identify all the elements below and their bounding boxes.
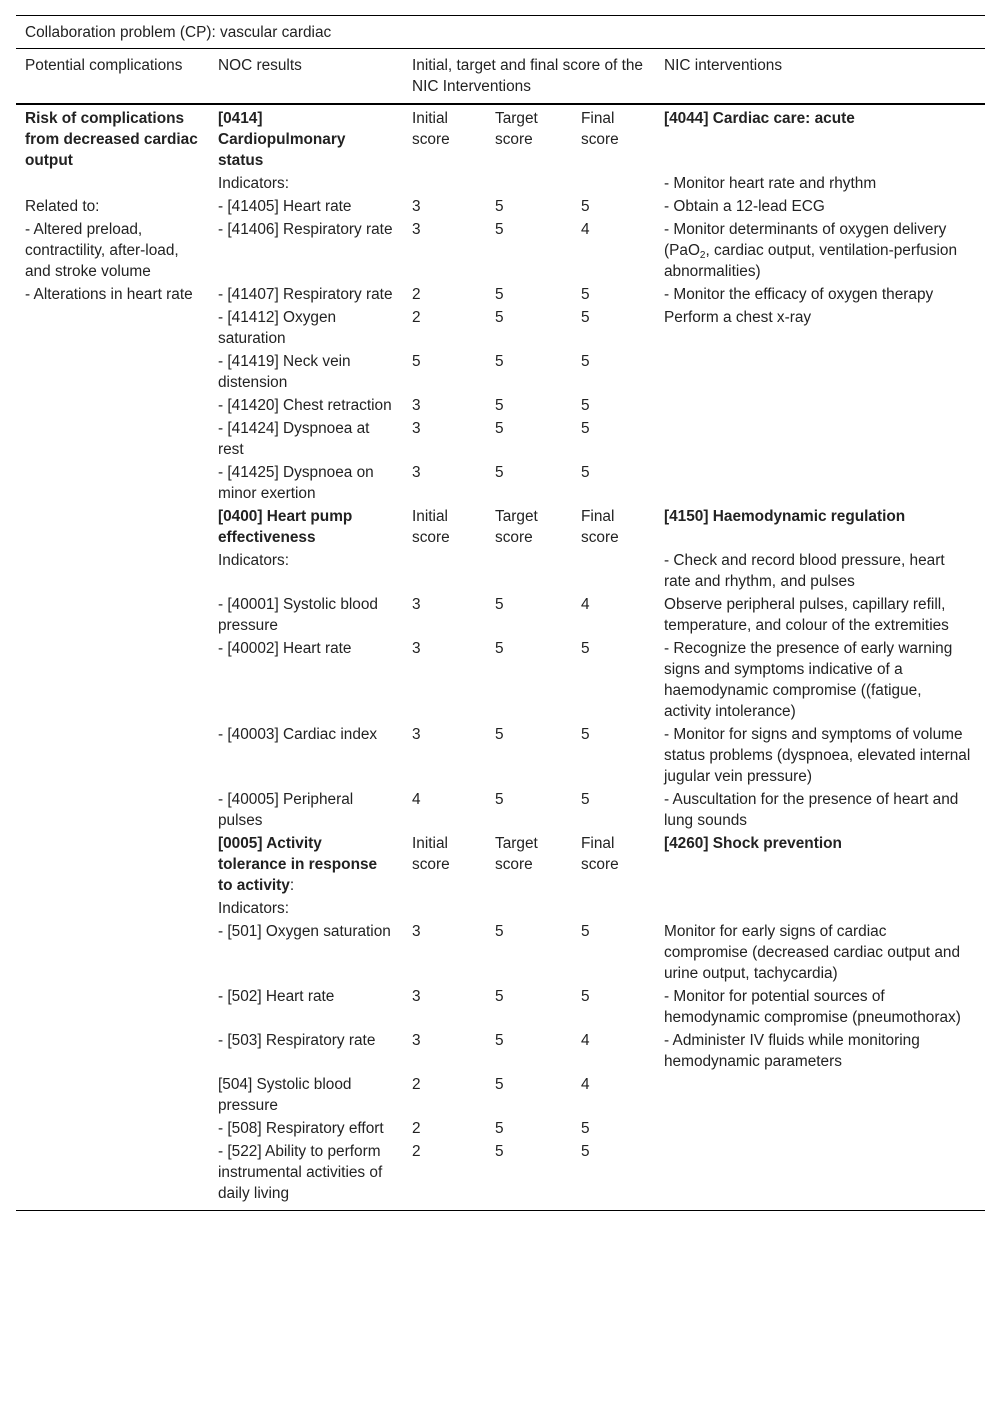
initial-score: 3 — [412, 726, 421, 743]
target-score: 5 — [495, 353, 504, 370]
nic-item: - Monitor the efficacy of oxygen therapy — [664, 286, 934, 303]
table-row — [16, 351, 985, 393]
header-scores: Initial, target and final score of the NIC Interventions — [412, 57, 643, 95]
complication-heading: Risk of complications from decreased cardiac output — [25, 110, 198, 169]
nic-item: - Check and record blood pressure, heart rate and rhythm, and pulses — [664, 552, 945, 590]
indicator: - [41412] Oxygen saturation — [218, 309, 337, 347]
indicator: - [40005] Peripheral pulses — [218, 791, 354, 829]
final-score: 5 — [581, 309, 590, 326]
initial-score: 2 — [412, 1143, 421, 1160]
target-score: 5 — [495, 1076, 504, 1093]
noc-title: [0414] Cardiopulmonary status — [218, 110, 346, 169]
indicator: - [40002] Heart rate — [218, 640, 352, 657]
indicators-label: Indicators: — [218, 900, 290, 917]
target-score: 5 — [495, 1032, 504, 1049]
nic-item: - Monitor for potential sources of hemodynamic compromise (pneumothorax) — [664, 988, 961, 1026]
initial-score: 3 — [412, 596, 421, 613]
final-score: 5 — [581, 923, 590, 940]
initial-score: 4 — [412, 791, 421, 808]
nic-item — [655, 351, 985, 393]
final-score: 5 — [581, 1120, 590, 1137]
indicator: - [522] Ability to perform instrumental activities of daily living — [218, 1143, 383, 1202]
table — [16, 15, 985, 1211]
score-label-target: Target score — [495, 110, 538, 148]
table-row — [16, 638, 985, 722]
target-score: 5 — [495, 596, 504, 613]
table-row — [16, 1118, 985, 1139]
table-row — [16, 594, 985, 636]
section-heart-pump — [16, 506, 985, 831]
score-label-target: Target score — [495, 835, 538, 873]
table-row — [16, 219, 985, 282]
indicator: [504] Systolic blood pressure — [218, 1076, 352, 1114]
table-title: Collaboration problem (CP): vascular cardiac — [25, 24, 332, 41]
indicator: - [41424] Dyspnoea at rest — [218, 420, 370, 458]
table-row — [16, 1141, 985, 1204]
nic-item — [655, 418, 985, 460]
section-activity-tolerance — [16, 833, 985, 1204]
nic-item: - Monitor heart rate and rhythm — [664, 175, 877, 192]
complication-item: - Altered preload, contractility, after-load, and stroke volume — [25, 221, 179, 280]
score-label-target: Target score — [495, 508, 538, 546]
table-row — [16, 418, 985, 460]
final-score: 5 — [581, 988, 590, 1005]
table-row — [16, 108, 985, 171]
indicator: - [501] Oxygen saturation — [218, 923, 391, 940]
header-noc-results: NOC results — [218, 57, 302, 74]
table-row — [16, 550, 985, 592]
target-score: 5 — [495, 726, 504, 743]
nic-item — [655, 462, 985, 504]
table-row — [16, 724, 985, 787]
table-row — [16, 506, 985, 548]
target-score: 5 — [495, 464, 504, 481]
table-row — [16, 898, 985, 919]
nic-item: Monitor for early signs of cardiac compromise (decreased cardiac output and urine output, tachycardia) — [664, 923, 960, 982]
score-label-final: Final score — [581, 835, 619, 873]
final-score: 5 — [581, 1143, 590, 1160]
final-score: 5 — [581, 464, 590, 481]
initial-score: 2 — [412, 1120, 421, 1137]
indicator: - [41406] Respiratory rate — [218, 221, 393, 238]
final-score: 5 — [581, 353, 590, 370]
target-score: 5 — [495, 221, 504, 238]
header-row — [16, 49, 985, 103]
nic-item: - Auscultation for the presence of heart and lung sounds — [664, 791, 959, 829]
target-score: 5 — [495, 397, 504, 414]
target-score: 5 — [495, 988, 504, 1005]
target-score: 5 — [495, 198, 504, 215]
noc-title: [0400] Heart pump effectiveness — [218, 508, 353, 546]
nic-item: Observe peripheral pulses, capillary refill, temperature, and colour of the extremities — [664, 596, 949, 634]
initial-score: 3 — [412, 988, 421, 1005]
complication-item: - Alterations in heart rate — [25, 286, 193, 303]
table-row — [16, 986, 985, 1028]
target-score: 5 — [495, 286, 504, 303]
nic-item: - Recognize the presence of early warning signs and symptoms indicative of a haemodynamic compromise ((fatigue, activity intolerance) — [664, 640, 953, 720]
nic-item: - Monitor for signs and symptoms of volume status problems (dyspnoea, elevated internal jugular vein pressure) — [664, 726, 971, 785]
initial-score: 2 — [412, 286, 421, 303]
nic-item: - Monitor determinants of oxygen delivery (PaO$_2$, cardiac output, ventilation-perfusion abnormalities) — [664, 221, 958, 280]
table-row — [16, 1030, 985, 1072]
target-score: 5 — [495, 420, 504, 437]
initial-score: 5 — [412, 353, 421, 370]
indicator: - [41405] Heart rate — [218, 198, 352, 215]
header-potential-complications: Potential complications — [25, 57, 183, 74]
target-score: 5 — [495, 923, 504, 940]
table-row — [16, 1074, 985, 1116]
header-nic-interventions: NIC interventions — [664, 57, 783, 74]
final-score: 4 — [581, 1032, 590, 1049]
indicator: - [40003] Cardiac index — [218, 726, 378, 743]
table-row — [16, 395, 985, 416]
nic-item: - Obtain a 12-lead ECG — [664, 198, 825, 215]
table-row — [16, 196, 985, 217]
indicator: - [41420] Chest retraction — [218, 397, 392, 414]
score-label-final: Final score — [581, 110, 619, 148]
table-row — [16, 789, 985, 831]
target-score: 5 — [495, 1120, 504, 1137]
score-label-initial: Initial score — [412, 508, 450, 546]
table-row — [16, 173, 985, 194]
indicator: - [41419] Neck vein distension — [218, 353, 351, 391]
table-row — [16, 284, 985, 305]
table-row — [16, 307, 985, 349]
indicator: - [41407] Respiratory rate — [218, 286, 393, 303]
table-row — [16, 833, 985, 896]
score-label-initial: Initial score — [412, 835, 450, 873]
final-score: 5 — [581, 726, 590, 743]
nic-title: [4044] Cardiac care: acute — [664, 110, 855, 127]
table-row — [16, 921, 985, 984]
initial-score: 3 — [412, 198, 421, 215]
indicator: - [502] Heart rate — [218, 988, 335, 1005]
indicators-label: Indicators: — [218, 175, 290, 192]
final-score: 5 — [581, 420, 590, 437]
nic-item: - Administer IV fluids while monitoring hemodynamic parameters — [664, 1032, 920, 1070]
nic-item — [655, 1118, 985, 1139]
table-row — [16, 462, 985, 504]
related-to-label: Related to: — [25, 198, 100, 215]
indicator: - [40001] Systolic blood pressure — [218, 596, 378, 634]
score-label-initial: Initial score — [412, 110, 450, 148]
bottom-rule — [16, 1210, 985, 1211]
indicator: - [41425] Dyspnoea on minor exertion — [218, 464, 374, 502]
nic-item — [655, 1141, 985, 1204]
final-score: 4 — [581, 221, 590, 238]
target-score: 5 — [495, 791, 504, 808]
nic-item — [655, 1074, 985, 1116]
section-cardiopulmonary — [16, 105, 985, 504]
final-score: 5 — [581, 198, 590, 215]
nic-item: Perform a chest x-ray — [664, 309, 812, 326]
final-score: 5 — [581, 791, 590, 808]
initial-score: 3 — [412, 397, 421, 414]
final-score: 5 — [581, 640, 590, 657]
initial-score: 2 — [412, 309, 421, 326]
nic-title: [4260] Shock prevention — [664, 835, 842, 852]
initial-score: 3 — [412, 1032, 421, 1049]
score-label-final: Final score — [581, 508, 619, 546]
indicator: - [508] Respiratory effort — [218, 1120, 384, 1137]
initial-score: 3 — [412, 640, 421, 657]
noc-title: [0005] Activity tolerance in response to activity: — [218, 835, 378, 894]
initial-score: 3 — [412, 923, 421, 940]
final-score: 5 — [581, 286, 590, 303]
target-score: 5 — [495, 640, 504, 657]
target-score: 5 — [495, 1143, 504, 1160]
initial-score: 3 — [412, 420, 421, 437]
target-score: 5 — [495, 309, 504, 326]
initial-score: 2 — [412, 1076, 421, 1093]
final-score: 4 — [581, 596, 590, 613]
final-score: 4 — [581, 1076, 590, 1093]
nic-item — [655, 395, 985, 416]
indicators-label: Indicators: — [218, 552, 290, 569]
final-score: 5 — [581, 397, 590, 414]
initial-score: 3 — [412, 464, 421, 481]
initial-score: 3 — [412, 221, 421, 238]
indicator: - [503] Respiratory rate — [218, 1032, 376, 1049]
nic-title: [4150] Haemodynamic regulation — [664, 508, 906, 525]
